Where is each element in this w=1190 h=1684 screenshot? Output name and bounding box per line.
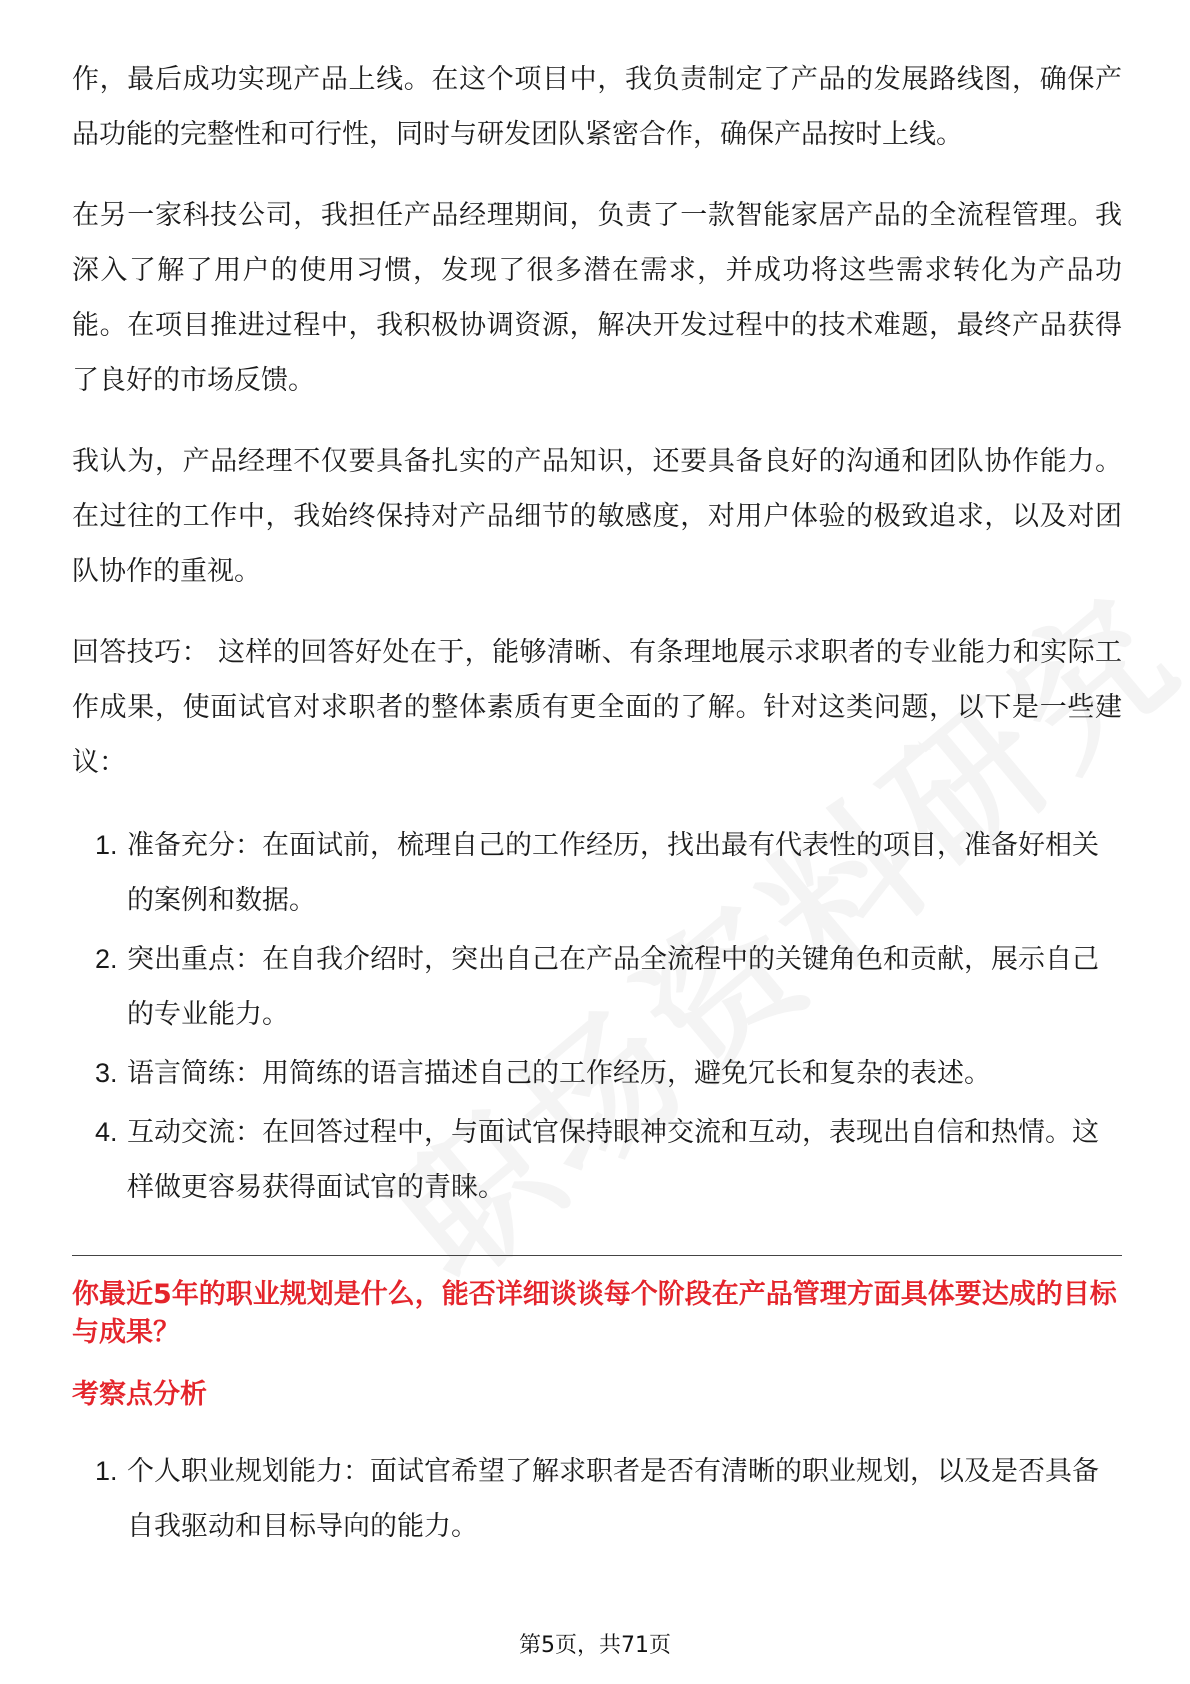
tips-list-wrapper: [72, 818, 1122, 1215]
list-item: 1. 个人职业规划能力：面试官希望了解求职者是否有清晰的职业规划，以及是否具备自我驱动和目标导向的能力。: [125, 1444, 1122, 1554]
section-title: 考察点分析: [72, 1379, 207, 1410]
paragraph-pm-abilities: 我认为，产品经理不仅要具备扎实的产品知识，还要具备良好的沟通和团队协作能力。在过往的工作中，我始终保持对产品细节的敏感度，对用户体验的极致追求，以及对团队协作的重视。: [72, 446, 1122, 587]
paragraph-project-continuation: 作，最后成功实现产品上线。在这个项目中，我负责制定了产品的发展路线图，确保产品功能的完整性和可行性，同时与研发团队紧密合作，确保产品按时上线。: [72, 64, 1122, 150]
analysis-list: [72, 1444, 1122, 1554]
paragraph-smart-home: 在另一家科技公司，我担任产品经理期间，负责了一款智能家居产品的全流程管理。我深入了解了用户的使用习惯，发现了很多潜在需求，并成功将这些需求转化为产品功能。在项目推进过程中，我积极协调资源，解决开发过程中的技术难题，最终产品获得了良好的市场反馈。: [72, 200, 1122, 396]
list-item: 3. 语言简练：用简练的语言描述自己的工作经历，避免冗长和复杂的表述。: [125, 1046, 1122, 1101]
paragraph-answer-tips: 回答技巧： 这样的回答好处在于，能够清晰、有条理地展示求职者的专业能力和实际工作成果，使面试官对求职者的整体素质有更全面的了解。针对这类问题，以下是一些建议：: [72, 637, 1122, 778]
tips-list: [72, 818, 1122, 1215]
section-divider: [72, 1255, 1122, 1256]
list-item: 1. 准备充分：在面试前，梳理自己的工作经历，找出最有代表性的项目，准备好相关的案例和数据。: [125, 818, 1122, 928]
document-body: [72, 52, 1122, 1558]
question-heading: 你最近5年的职业规划是什么，能否详细谈谈每个阶段在产品管理方面具体要达成的目标与成果？: [72, 1279, 1117, 1348]
list-item: 4. 互动交流：在回答过程中，与面试官保持眼神交流和互动，表现出自信和热情。这样做更容易获得面试官的青睐。: [125, 1105, 1122, 1215]
list-item: 2. 突出重点：在自我介绍时，突出自己在产品全流程中的关键角色和贡献，展示自己的专业能力。: [125, 932, 1122, 1042]
page-footer: 第5页，共71页: [519, 1633, 671, 1658]
